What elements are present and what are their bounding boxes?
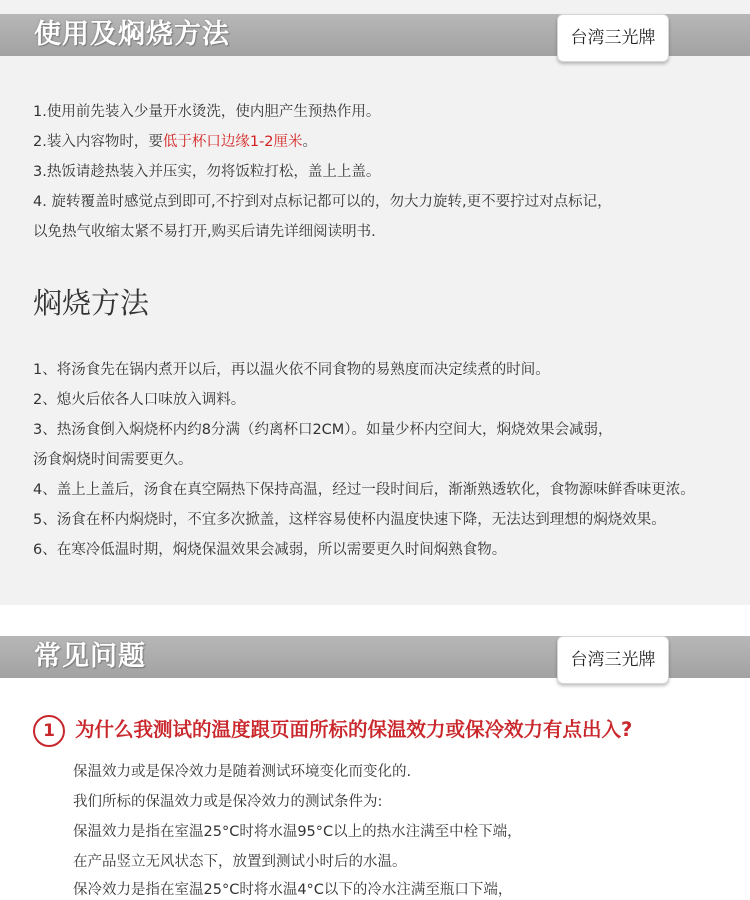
brand-badge: 台湾三光牌 bbox=[557, 636, 669, 684]
usage-line-2-prefix: 2.装入内容物时，要 bbox=[33, 134, 163, 150]
braise-title: 焖烧方法 bbox=[33, 286, 150, 320]
braise-line-6: 5、汤食在杯内焖烧时，不宜多次掀盖，这样容易使杯内温度快速下降，无法达到理想的焖烧效果。 bbox=[33, 512, 666, 528]
braise-line-7: 6、在寒冷低温时期，焖烧保温效果会减弱，所以需要更久时间焖熟食物。 bbox=[33, 542, 507, 558]
braise-line-3: 3、热汤食倒入焖烧杯内约8分满（约离杯口2CM）。如量少杯内空间大，焖烧效果会减弱， bbox=[33, 422, 613, 438]
answer-line-1: 保温效力或是保冷效力是随着测试环境变化而变化的. bbox=[73, 764, 412, 780]
answer-line-5: 保冷效力是指在室温25°C时将水温4°C以下的冷水注满至瓶口下端， bbox=[73, 882, 513, 898]
highlight-text: 低于杯口边缘1-2厘米 bbox=[162, 134, 303, 150]
braise-line-2: 2、熄火后依各人口味放入调料。 bbox=[33, 392, 246, 408]
brand-badge: 台湾三光牌 bbox=[557, 14, 669, 62]
usage-line-2-suffix: 。 bbox=[302, 134, 318, 150]
braise-line-4: 汤食焖烧时间需要更久。 bbox=[33, 452, 193, 468]
usage-line-5: 以免热气收缩太紧不易打开,购买后请先详细阅读明书. bbox=[33, 224, 376, 240]
answer-line-2: 我们所标的保温效力或是保冷效力的测试条件为: bbox=[73, 794, 383, 810]
braise-line-5: 4、盖上上盖后，汤食在真空隔热下保持高温，经过一段时间后，渐渐熟透软化，食物源味鲜香味更浓。 bbox=[33, 482, 695, 498]
usage-line-3: 3.热饭请趁热装入并压实，勿将饭粒打松，盖上上盖。 bbox=[33, 164, 381, 180]
answer-line-3: 保温效力是指在室温25°C时将水温95°C以上的热水注满至中栓下端， bbox=[73, 824, 522, 840]
faq-section-header bbox=[0, 622, 750, 678]
usage-line-4: 4. 旋转覆盖时感觉点到即可,不拧到对点标记都可以的，勿大力旋转,更不要拧过对点标记， bbox=[33, 194, 612, 210]
usage-line-2 bbox=[33, 132, 317, 152]
usage-line-1: 1.使用前先装入少量开水烫洗，使内胆产生预热作用。 bbox=[33, 104, 381, 120]
answer-line-4: 在产品竖立无风状态下，放置到测试小时后的水温。 bbox=[73, 854, 407, 870]
question-number-badge: 1 bbox=[33, 715, 65, 747]
question-text: 为什么我测试的温度跟页面所标的保温效力或保冷效力有点出入? bbox=[75, 718, 633, 741]
braise-line-1: 1、将汤食先在锅内煮开以后，再以温火依不同食物的易熟度而决定续煮的时间。 bbox=[33, 362, 550, 378]
usage-section-header bbox=[0, 0, 750, 56]
section-title: 常见问题 bbox=[34, 641, 146, 672]
section-title: 使用及焖烧方法 bbox=[34, 19, 230, 50]
